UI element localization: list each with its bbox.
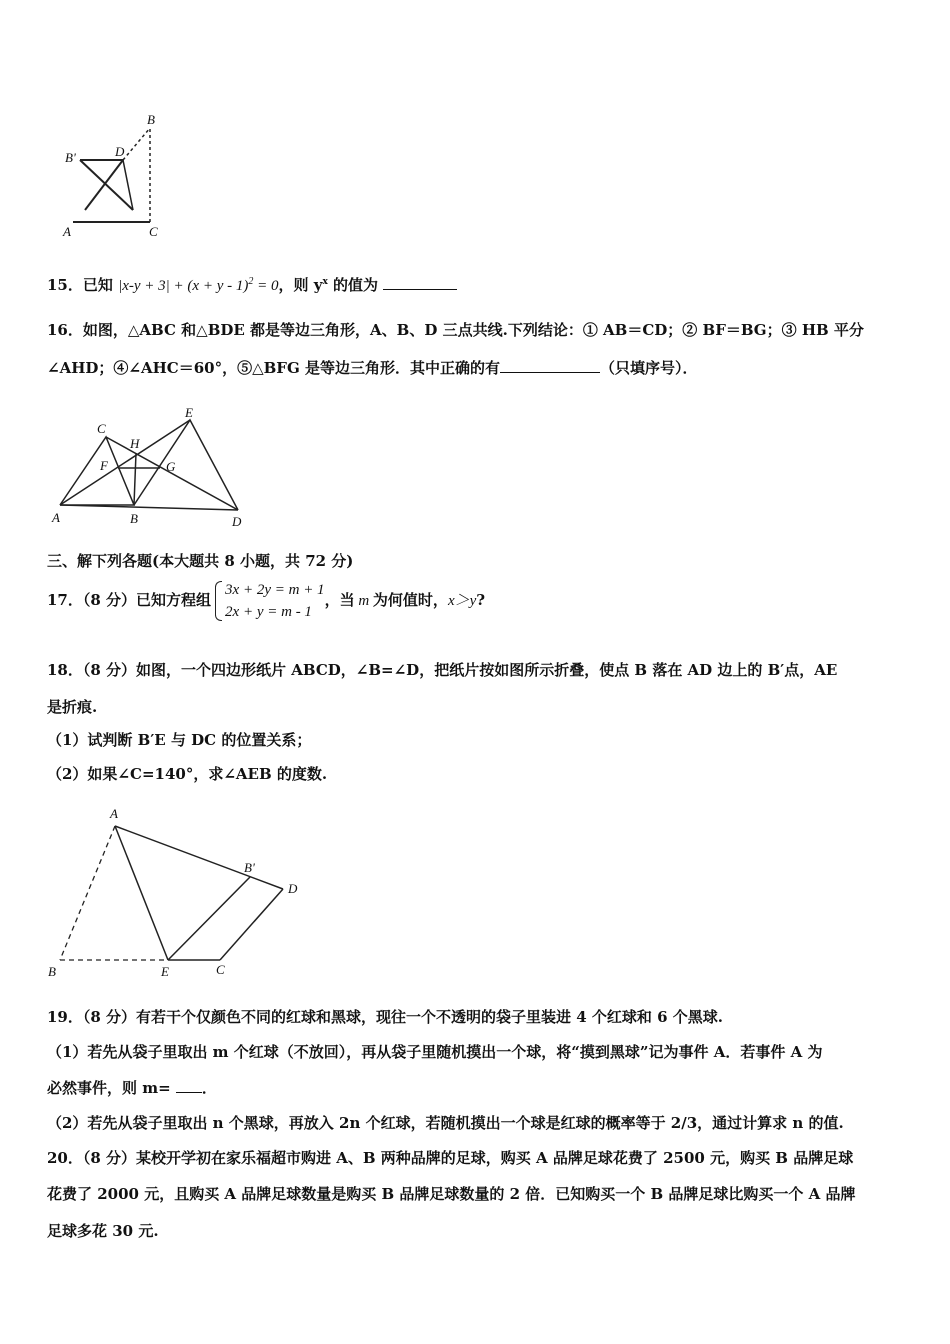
question-18-sub-2: （2）如果∠C=140°，求∠AEB 的度数. (47, 765, 328, 783)
equation-2: 2x + y = m - 1 (225, 604, 312, 620)
question-16-line-2: ∠AHD；④∠AHC＝60°，⑤△BFG 是等边三角形．其中正确的有 （只填序号）． (47, 359, 698, 377)
line-a-d (115, 826, 283, 889)
question-19-line-1: 19．（8 分）有若干个仅颜色不同的红球和黑球，现往一个不透明的袋子里装进 4 个红球和 6 个黑球. (47, 1008, 724, 1026)
fig16-label-d: D (232, 514, 242, 529)
fig16-label-e: E (185, 405, 193, 420)
question-20-line-2: 花费了 2000 元，且购买 A 品牌足球数量是购买 B 品牌足球数量的 2 倍．已知购买一个 B 品牌足球比购买一个 A 品牌 (47, 1185, 856, 1203)
q15-equals-zero: = 0 (253, 278, 279, 294)
label-a: A (63, 224, 71, 239)
q15-plus: + (169, 278, 188, 294)
q15-square-expression: (x + y - 1) (187, 278, 249, 294)
q15-tail: ，则 y (278, 276, 323, 294)
line-a-b-dashed (60, 826, 115, 960)
fig18-label-b-prime: B' (244, 860, 255, 875)
question-19-sub-2: （2）若先从袋子里取出 n 个黑球，再放入 2n 个红球，若随机摸出一个球是红球的概率等于 2/3，通过计算求 n 的值. (47, 1114, 844, 1132)
fig16-label-f: F (100, 458, 108, 473)
q15-answer-blank[interactable] (383, 275, 457, 290)
q15-abs-expression: |x-y + 3| (118, 278, 170, 294)
q19-answer-blank[interactable] (176, 1078, 202, 1093)
fig18-label-e: E (161, 964, 169, 979)
q16-answer-blank[interactable] (500, 358, 600, 373)
line-bp-e (168, 877, 250, 960)
line-a-d (60, 505, 238, 510)
question-19-sub-1b: 必然事件，则 m= ． (47, 1079, 217, 1097)
q15-exponent: 2 (248, 276, 254, 287)
fig16-label-c: C (97, 421, 106, 436)
figure-q14 (55, 110, 175, 245)
question-20-line-3: 足球多花 30 元. (47, 1222, 159, 1240)
q15-tail-superscript: x (322, 277, 328, 287)
fig16-label-g: G (166, 459, 176, 474)
question-16-line-1: 16．如图，△ABC 和△BDE 都是等边三角形，A、B、D 三点共线.下列结论：① AB＝CD；② BF＝BG；③ HB 平分 (47, 321, 864, 339)
question-18-line-2: 是折痕. (47, 698, 98, 716)
figure-q16 (48, 400, 258, 535)
fig18-label-c: C (216, 962, 225, 977)
fig16-label-h: H (130, 436, 140, 451)
question-18-line-1: 18．（8 分）如图，一个四边形纸片 ABCD，∠B=∠D，把纸片按如图所示折叠，使点 B 落在 AD 边上的 B′点，AE (47, 661, 838, 679)
line-a-e (115, 826, 168, 960)
triangle-bde (134, 420, 238, 510)
fig18-label-b: B (48, 964, 56, 979)
label-b: B (147, 112, 155, 127)
line-d-b (123, 128, 150, 160)
fig16-label-a: A (52, 510, 60, 525)
line-d-a (85, 160, 123, 210)
question-15 (47, 272, 910, 296)
question-17: 17．（8 分）已知方程组 3x + 2y = m + 1 2x + y = m - 1 ，当 m 为何值时，x＞y? (47, 576, 910, 626)
q15-tail-end: 的值为 (327, 276, 379, 294)
label-d: D (115, 144, 125, 159)
question-19-sub-1: （1）若先从袋子里取出 m 个红球（不放回），再从袋子里随机摸出一个球，将“摸到黑球”记为事件 A．若事件 A 为 (47, 1043, 823, 1061)
section-3-title: 三、解下列各题(本大题共 8 小题，共 72 分) (47, 552, 354, 570)
label-c: C (149, 224, 158, 239)
fig18-label-a: A (110, 806, 118, 821)
label-b-prime: B' (65, 150, 76, 165)
figure-q18 (40, 800, 320, 990)
question-20-line-1: 20．（8 分）某校开学初在家乐福超市购进 A、B 两种品牌的足球，购买 A 品牌足球花费了 2500 元，购买 B 品牌足球 (47, 1149, 854, 1167)
line-d-c (220, 889, 283, 960)
equation-system (215, 579, 325, 623)
line-h-b (134, 453, 136, 505)
equation-1: 3x + 2y = m + 1 (225, 582, 325, 598)
fig18-label-d: D (288, 881, 298, 896)
question-18-sub-1: （1）试判断 B′E 与 DC 的位置关系； (47, 731, 312, 749)
fig16-label-b: B (130, 511, 138, 526)
q15-number: 15．已知 (47, 276, 113, 294)
